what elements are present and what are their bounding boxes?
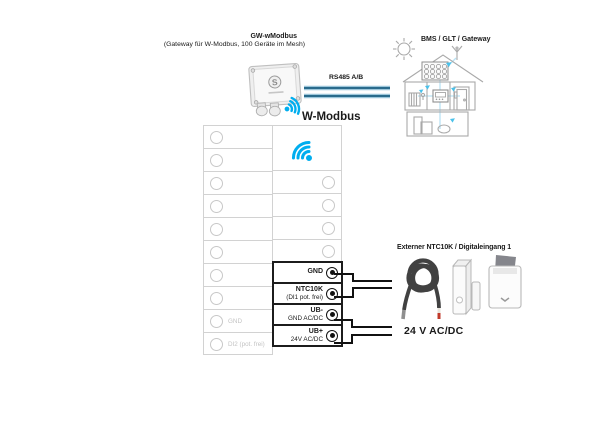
building-illustration [390,34,502,142]
terminal-row [204,149,272,172]
house-outline [403,46,483,136]
terminal-hole [322,222,335,235]
screw-icon [251,69,255,73]
terminal-hole [322,199,335,212]
wifi-icon [278,130,318,166]
screw-terminal [326,309,338,321]
terminal-column-right [272,125,342,355]
screw-terminal [326,267,338,279]
screw-terminal [326,330,338,342]
terminal-cell [272,194,342,217]
terminal-cell-ub-minus: UB- GND AC/DC [272,303,343,326]
controller-icon [433,90,448,102]
terminal-hole [210,223,223,236]
door-icon [454,87,469,110]
terminal-row [204,264,272,287]
solar-panel-icon [422,62,448,80]
terminal-hole [322,245,335,258]
ntc10k-probe-illustration [396,253,448,321]
terminal-cell-ntc10k: NTC10K (DI1 pot. frei) [272,282,343,305]
terminal-cell-ub-plus: UB+ 24V AC/DC [272,324,343,347]
terminal-row [204,172,272,195]
key-card-switch-illustration [484,254,526,312]
brand-logo-letter: S [271,77,278,88]
terminal-cell [272,217,342,240]
terminal-hole [322,176,335,189]
wmodbus-label: W-Modbus [302,111,361,123]
door-contact-illustration [448,256,484,320]
terminal-hole [210,338,223,351]
terminal-hole [210,246,223,259]
gateway-title: GW-wModbus [250,33,297,40]
terminal-hole [210,131,223,144]
bms-label: BMS / GLT / Gateway [421,36,491,43]
terminal-cell [272,240,342,263]
rs485-bus-lines [304,88,390,96]
gateway-subtitle: (Gateway für W-Modbus, 100 Geräte im Mesh) [163,41,305,48]
rs485-label: RS485 A/B [329,74,364,81]
terminal-row [204,195,272,218]
screw-terminal [326,288,338,300]
gateway-device-illustration [243,57,315,119]
antenna-icon [452,46,462,60]
wifi-cell [272,125,342,171]
terminal-row [204,126,272,149]
terminal-column-left [203,125,273,355]
screw-icon [296,97,300,101]
boiler-icon [414,117,450,134]
terminal-row [204,241,272,264]
sun-icon [393,38,415,60]
terminal-hole [210,292,223,305]
terminal-row [204,218,272,241]
terminal-hole [210,154,223,167]
screw-icon [293,65,297,69]
terminal-cell-gnd: GND [272,261,343,284]
terminal-row-gnd: GND [204,310,272,333]
terminal-row-di2: DI2 (pot. frei) [204,333,272,356]
power-supply-label: 24 V AC/DC [404,325,464,337]
external-input-label: Externer NTC10K / Digitaleingang 1 [397,244,512,251]
terminal-block [203,125,344,355]
radiator-icon [409,93,425,106]
terminal-hole [210,269,223,282]
terminal-cell [272,171,342,194]
terminal-hole [210,200,223,213]
terminal-hole [210,315,223,328]
terminal-hole [210,177,223,190]
terminal-row [204,287,272,310]
